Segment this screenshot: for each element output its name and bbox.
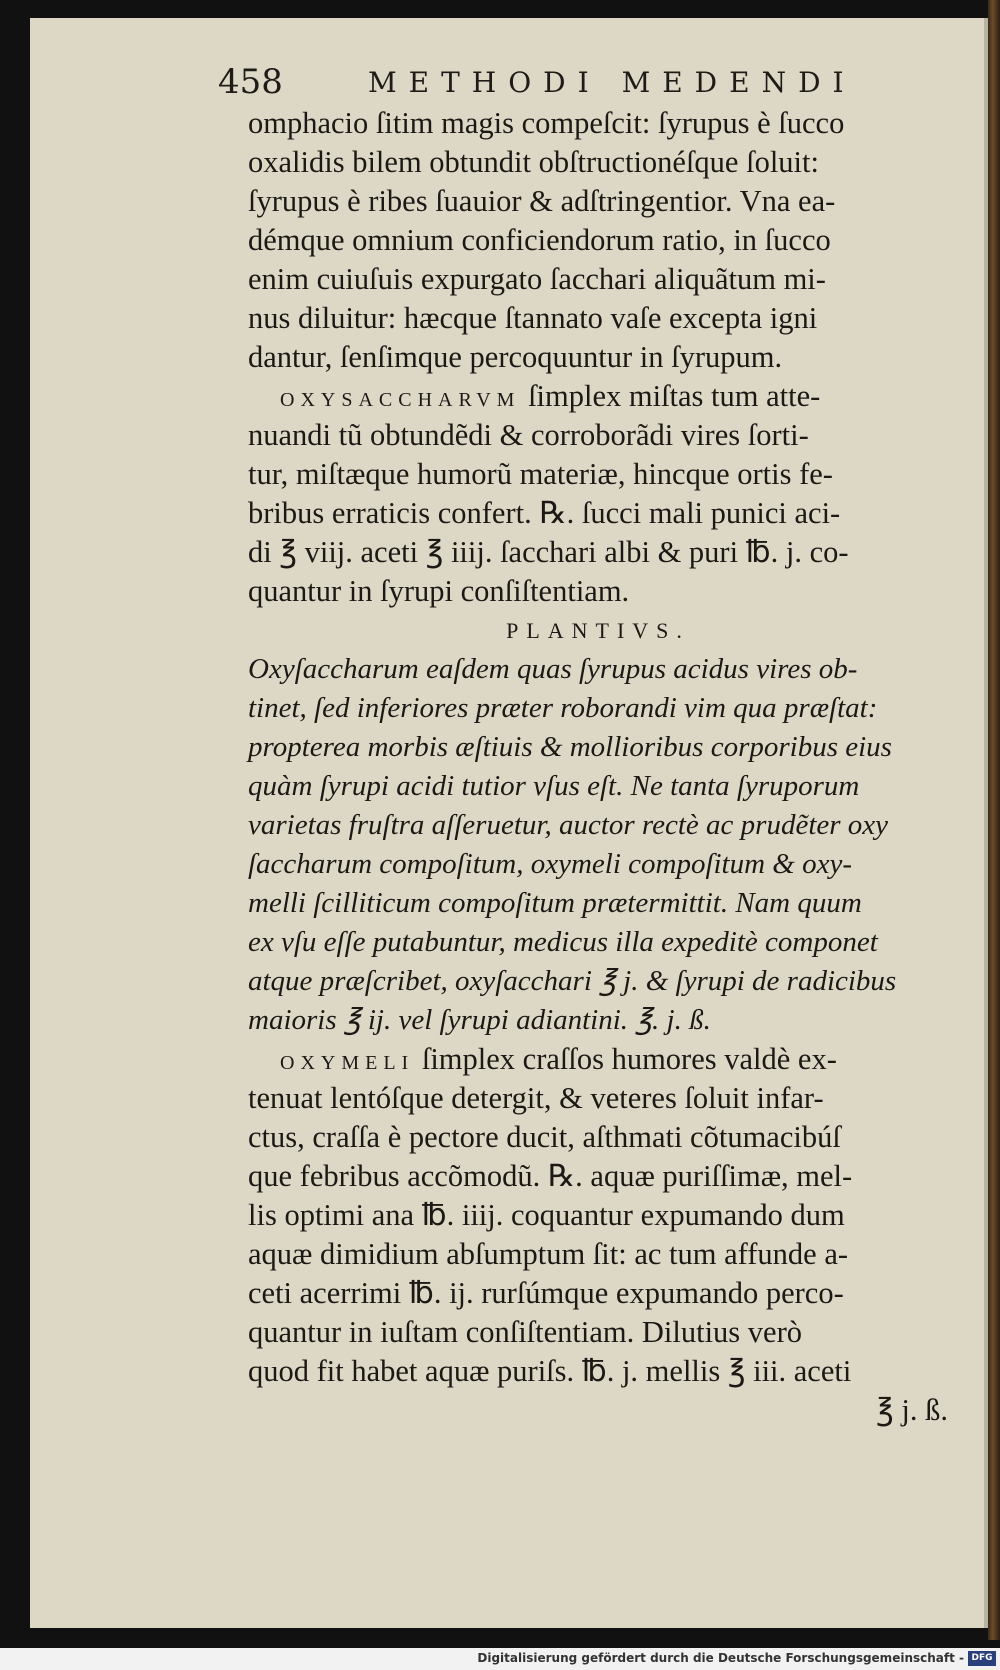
text-line: varietas fruſtra aſſeruetur, auctor rectè ac prudẽter oxy [248, 809, 889, 841]
text-line: tur, miſtæque humorũ materiæ, hincque ortis fe- [248, 457, 833, 491]
text-line-rest: ſimplex miſtas tum atte- [520, 379, 821, 413]
text-line: démque omnium conficiendorum ratio, in ſucco [248, 223, 831, 257]
text-line: lis optimi ana ℔. iiij. coquantur expumando dum [248, 1198, 845, 1232]
dfg-logo: DFG [968, 1651, 996, 1666]
text-line: tenuat lentóſque detergit, & veteres ſoluit infar- [248, 1081, 824, 1115]
text-line [248, 1040, 948, 1079]
page-header [218, 62, 918, 102]
text-line: bribus erraticis confert. ℞. ſucci mali punici aci- [248, 496, 841, 530]
text-line: di ℥ viij. aceti ℥ iiij. ſacchari albi & puri ℔. j. co- [248, 535, 849, 569]
page-number: 458 [218, 62, 283, 102]
text-line: quantur in ſyrupi conſiſtentiam. [248, 574, 630, 608]
text-line-rest: ſimplex craſſos humores valdè ex- [414, 1042, 837, 1076]
section-lead-word: OXYMELI [280, 1052, 415, 1074]
text-line: oxalidis bilem obtundit obſtructionéſque ſoluit: [248, 145, 819, 179]
text-line: melli ſcilliticum compoſitum prætermittit. Nam quum [248, 887, 862, 919]
text-line: quàm ſyrupi acidi tutior vſus eſt. Ne tanta ſyruporum [248, 770, 860, 802]
text-line: ſyrupus è ribes ſuauior & adſtringentior. Vna ea- [248, 184, 836, 218]
paragraph-1 [248, 104, 948, 377]
text-line: dantur, ſenſimque percoquuntur in ſyrupum. [248, 340, 783, 374]
text-line: tinet, ſed inferiores præter roborandi vim qua præſtat: [248, 692, 878, 724]
text-line: propterea morbis æſtiuis & mollioribus corporibus eius [248, 731, 892, 763]
text-line: ex vſu eſſe putabuntur, medicus illa expeditè componet [248, 926, 878, 958]
text-line: enim cuiuſuis expurgato ſacchari aliquãtum mi- [248, 262, 826, 296]
text-block [248, 104, 948, 1430]
page-edge [988, 0, 1000, 1640]
paragraph-2 [248, 377, 948, 611]
digitization-footer [0, 1648, 1000, 1670]
funding-credit: Digitalisierung gefördert durch die Deutsche Forschungsgemeinschaft - [477, 1651, 964, 1665]
running-title: METHODI MEDENDI [368, 66, 856, 99]
text-line: ceti acerrimi ℔. ij. rurſúmque expumando perco- [248, 1276, 844, 1310]
text-line: nus diluitur: hæcque ſtannato vaſe excepta igni [248, 301, 818, 335]
text-line: atque præſcribet, oxyſacchari ℥ j. & ſyrupi de radicibus [248, 965, 897, 997]
paragraph-3 [248, 1040, 948, 1430]
text-line: maioris ℥ ij. vel ſyrupi adiantini. ℥. j. ß. [248, 1004, 711, 1036]
section-lead-word: OXYSACCHARVM [280, 389, 521, 411]
text-line: ſaccharum compoſitum, oxymeli compoſitum & oxy- [248, 848, 853, 880]
text-line: nuandi tũ obtundẽdi & corroborãdi vires ſorti- [248, 418, 809, 452]
text-line-last: ℥ j. ß. [876, 1393, 948, 1427]
commentator-heading: PLANTIVS. [506, 618, 690, 643]
italic-commentary [248, 650, 948, 1040]
text-line: omphacio ſitim magis compeſcit: ſyrupus è ſucco [248, 106, 845, 140]
text-line [248, 377, 948, 416]
text-line: aquæ dimidium abſumptum ſit: ac tum affunde a- [248, 1237, 849, 1271]
text-line: ctus, craſſa è pectore ducit, aſthmati cõtumacibúſ [248, 1120, 841, 1154]
text-line: que febribus accõmodũ. ℞. aquæ puriſſimæ, mel- [248, 1159, 853, 1193]
text-line: quantur in iuſtam conſiſtentiam. Dilutius verò [248, 1315, 802, 1349]
text-line: quod fit habet aquæ puriſs. ℔. j. mellis ℥ iii. aceti [248, 1354, 852, 1388]
text-line: Oxyſaccharum eaſdem quas ſyrupus acidus vires ob- [248, 653, 858, 685]
